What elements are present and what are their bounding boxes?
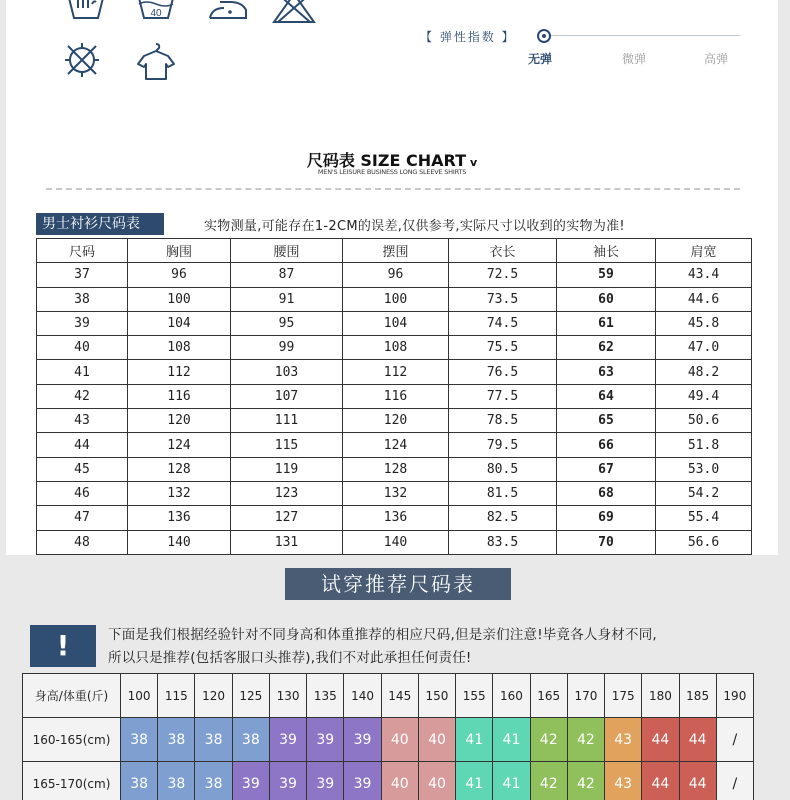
weight-header-cell: 115 [158, 674, 195, 718]
table-cell: 59 [557, 263, 656, 287]
recommended-size-cell: 38 [232, 718, 269, 762]
size-table-header [37, 239, 752, 263]
table-cell: 37 [37, 263, 128, 287]
table-cell: 39 [37, 311, 128, 335]
table-row [37, 360, 752, 384]
recommend-note-line1: 下面是我们根据经验针对不同身高和体重推荐的相应尺码,但是亲们注意!毕竟各人身材不同, [108, 627, 657, 643]
recommended-size-cell: 42 [567, 762, 604, 800]
recommended-size-cell: 43 [605, 762, 642, 800]
size-table-header-cell: 肩宽 [656, 239, 752, 263]
table-cell: 48 [37, 530, 128, 554]
table-cell: 75.5 [449, 336, 557, 360]
table-cell: 124 [343, 433, 449, 457]
recommended-size-cell: 38 [121, 762, 158, 800]
elasticity-option-high: 高弹 [704, 52, 729, 66]
size-table-header-cell: 衣长 [449, 239, 557, 263]
recommend-title: 试穿推荐尺码表 [285, 568, 511, 600]
table-cell: 116 [128, 384, 231, 408]
care-section [6, 0, 778, 130]
table-cell: 99 [231, 336, 343, 360]
table-cell: 76.5 [449, 360, 557, 384]
table-cell: 45 [37, 457, 128, 481]
table-cell: 44.6 [656, 287, 752, 311]
size-table-note: 实物测量,可能存在1-2CM的误差,仅供参考,实际尺寸以收到的实物为准! [204, 219, 625, 234]
recommend-note [108, 624, 768, 670]
table-cell: 43.4 [656, 263, 752, 287]
recommended-size-cell: 39 [232, 762, 269, 800]
table-cell: 44 [37, 433, 128, 457]
table-cell: 48.2 [656, 360, 752, 384]
table-row [37, 481, 752, 505]
table-row [37, 506, 752, 530]
table-row [37, 311, 752, 335]
table-cell: 73.5 [449, 287, 557, 311]
table-cell: 128 [128, 457, 231, 481]
recommended-size-cell: 40 [381, 762, 418, 800]
table-cell: 66 [557, 433, 656, 457]
iron-low-icon [206, 0, 250, 22]
table-cell: 43 [37, 409, 128, 433]
table-cell: 54.2 [656, 481, 752, 505]
size-table [36, 238, 752, 555]
recommended-size-cell: 42 [530, 718, 567, 762]
table-cell: 55.4 [656, 506, 752, 530]
table-cell: 132 [343, 481, 449, 505]
table-cell: 120 [128, 409, 231, 433]
recommended-size-cell: 38 [121, 718, 158, 762]
recommended-size-cell: 44 [642, 718, 679, 762]
table-cell: 112 [343, 360, 449, 384]
warning-icon: ! [30, 625, 96, 667]
recommended-size-cell: 38 [158, 718, 195, 762]
table-cell: 127 [231, 506, 343, 530]
table-cell: 111 [231, 409, 343, 433]
weight-header-cell: 135 [307, 674, 344, 718]
weight-header-cell: 150 [418, 674, 455, 718]
weight-header-cell: 175 [605, 674, 642, 718]
recommended-size-cell: 42 [567, 718, 604, 762]
size-chart-subtitle: MEN'S LEISURE BUSINESS LONG SLEEVE SHIRTS [317, 168, 467, 176]
size-table-header-cell: 摆围 [343, 239, 449, 263]
wash-temp-text: 40 [150, 8, 162, 19]
table-cell: 38 [37, 287, 128, 311]
table-row [37, 457, 752, 481]
table-cell: 45.8 [656, 311, 752, 335]
table-cell: 128 [343, 457, 449, 481]
recommended-size-cell: 44 [679, 718, 716, 762]
table-cell: 41 [37, 360, 128, 384]
table-cell: 103 [231, 360, 343, 384]
table-cell: 136 [128, 506, 231, 530]
table-cell: 61 [557, 311, 656, 335]
table-row [37, 433, 752, 457]
recommended-size-cell: 41 [493, 762, 530, 800]
table-cell: 100 [343, 287, 449, 311]
table-cell: 91 [231, 287, 343, 311]
table-cell: 140 [343, 530, 449, 554]
recommended-size-cell: 42 [530, 762, 567, 800]
table-cell: 115 [231, 433, 343, 457]
recommend-note-line2: 所以只是推荐(包括客服口头推荐),我们不对此承担任何责任! [108, 650, 472, 666]
table-cell: 53.0 [656, 457, 752, 481]
table-cell: 67 [557, 457, 656, 481]
size-table-label: 男士衬衫尺码表 [36, 213, 164, 235]
recommended-size-cell: 39 [307, 718, 344, 762]
elasticity-slider-knob [537, 29, 551, 43]
table-cell: 104 [128, 311, 231, 335]
table-cell: 136 [343, 506, 449, 530]
table-row [23, 718, 754, 762]
table-row [37, 530, 752, 554]
table-cell: 80.5 [449, 457, 557, 481]
table-cell: 81.5 [449, 481, 557, 505]
table-cell: 47 [37, 506, 128, 530]
table-cell: 79.5 [449, 433, 557, 457]
wash-40-icon [136, 0, 176, 22]
table-cell: 70 [557, 530, 656, 554]
weight-header-cell: 155 [456, 674, 493, 718]
weight-header-cell: 170 [567, 674, 604, 718]
size-table-header-cell: 腰围 [231, 239, 343, 263]
recommended-size-cell: 43 [605, 718, 642, 762]
height-label-cell: 160-165(cm) [23, 718, 121, 762]
table-cell: 51.8 [656, 433, 752, 457]
no-bleach-icon [272, 0, 316, 24]
size-table-header-cell: 袖长 [557, 239, 656, 263]
recommended-size-cell: 40 [418, 718, 455, 762]
hand-wash-icon [66, 0, 106, 22]
recommended-size-cell: / [716, 718, 753, 762]
weight-header-cell: 100 [121, 674, 158, 718]
elasticity-slider-track [540, 35, 740, 36]
table-row [37, 263, 752, 287]
recommended-size-cell: 44 [679, 762, 716, 800]
weight-header-cell: 185 [679, 674, 716, 718]
table-cell: 77.5 [449, 384, 557, 408]
height-label-cell: 165-170(cm) [23, 762, 121, 800]
table-cell: 96 [343, 263, 449, 287]
size-table-header-cell: 胸围 [128, 239, 231, 263]
recommended-size-cell: 38 [195, 762, 232, 800]
table-cell: 124 [128, 433, 231, 457]
table-cell: 96 [128, 263, 231, 287]
hang-dry-icon [134, 42, 178, 82]
table-cell: 131 [231, 530, 343, 554]
recommended-size-cell: 44 [642, 762, 679, 800]
weight-header-cell: 130 [269, 674, 306, 718]
recommend-table [22, 673, 754, 800]
table-cell: 108 [343, 336, 449, 360]
table-cell: 60 [557, 287, 656, 311]
recommended-size-cell: 39 [269, 762, 306, 800]
weight-header-cell: 160 [493, 674, 530, 718]
table-cell: 132 [128, 481, 231, 505]
recommend-header-label: 身高/体重(斤) [23, 674, 121, 718]
table-cell: 119 [231, 457, 343, 481]
table-row [37, 384, 752, 408]
table-cell: 69 [557, 506, 656, 530]
recommend-table-header [23, 674, 754, 718]
weight-header-cell: 180 [642, 674, 679, 718]
table-cell: 56.6 [656, 530, 752, 554]
table-cell: 68 [557, 481, 656, 505]
weight-header-cell: 120 [195, 674, 232, 718]
recommend-section [0, 555, 790, 800]
table-cell: 82.5 [449, 506, 557, 530]
table-cell: 83.5 [449, 530, 557, 554]
table-cell: 100 [128, 287, 231, 311]
table-cell: 87 [231, 263, 343, 287]
table-row [37, 287, 752, 311]
no-tumble-dry-icon [64, 42, 100, 78]
table-cell: 107 [231, 384, 343, 408]
weight-header-cell: 140 [344, 674, 381, 718]
divider [46, 188, 740, 190]
table-cell: 116 [343, 384, 449, 408]
table-row [37, 336, 752, 360]
table-row [37, 409, 752, 433]
table-cell: 72.5 [449, 263, 557, 287]
size-chart-title-text: 尺码表 SIZE CHART [306, 151, 466, 170]
weight-header-cell: 145 [381, 674, 418, 718]
weight-header-cell: 125 [232, 674, 269, 718]
table-cell: 65 [557, 409, 656, 433]
table-cell: 120 [343, 409, 449, 433]
table-cell: 112 [128, 360, 231, 384]
recommended-size-cell: 39 [307, 762, 344, 800]
table-cell: 46 [37, 481, 128, 505]
recommended-size-cell: 40 [418, 762, 455, 800]
elasticity-option-slight: 微弹 [622, 52, 647, 66]
table-cell: 64 [557, 384, 656, 408]
recommended-size-cell: 39 [344, 762, 381, 800]
recommended-size-cell: 40 [381, 718, 418, 762]
elasticity-option-none: 无弹 [528, 52, 553, 66]
recommended-size-cell: 38 [195, 718, 232, 762]
weight-header-cell: 165 [530, 674, 567, 718]
recommended-size-cell: 41 [493, 718, 530, 762]
table-cell: 123 [231, 481, 343, 505]
elasticity-title: 【 弹性指数 】 [420, 30, 516, 44]
table-cell: 140 [128, 530, 231, 554]
weight-header-cell: 190 [716, 674, 753, 718]
table-cell: 49.4 [656, 384, 752, 408]
table-cell: 78.5 [449, 409, 557, 433]
table-cell: 63 [557, 360, 656, 384]
table-cell: 62 [557, 336, 656, 360]
table-row [23, 762, 754, 800]
chevron-down-icon: v [470, 156, 478, 169]
table-cell: 74.5 [449, 311, 557, 335]
recommended-size-cell: 39 [269, 718, 306, 762]
table-cell: 104 [343, 311, 449, 335]
size-table-header-cell: 尺码 [37, 239, 128, 263]
table-cell: 108 [128, 336, 231, 360]
table-cell: 40 [37, 336, 128, 360]
recommended-size-cell: 41 [456, 718, 493, 762]
recommended-size-cell: 41 [456, 762, 493, 800]
table-cell: 50.6 [656, 409, 752, 433]
recommended-size-cell: 39 [344, 718, 381, 762]
recommended-size-cell: / [716, 762, 753, 800]
recommended-size-cell: 38 [158, 762, 195, 800]
table-cell: 42 [37, 384, 128, 408]
table-cell: 47.0 [656, 336, 752, 360]
table-cell: 95 [231, 311, 343, 335]
size-chart-section [6, 130, 778, 555]
